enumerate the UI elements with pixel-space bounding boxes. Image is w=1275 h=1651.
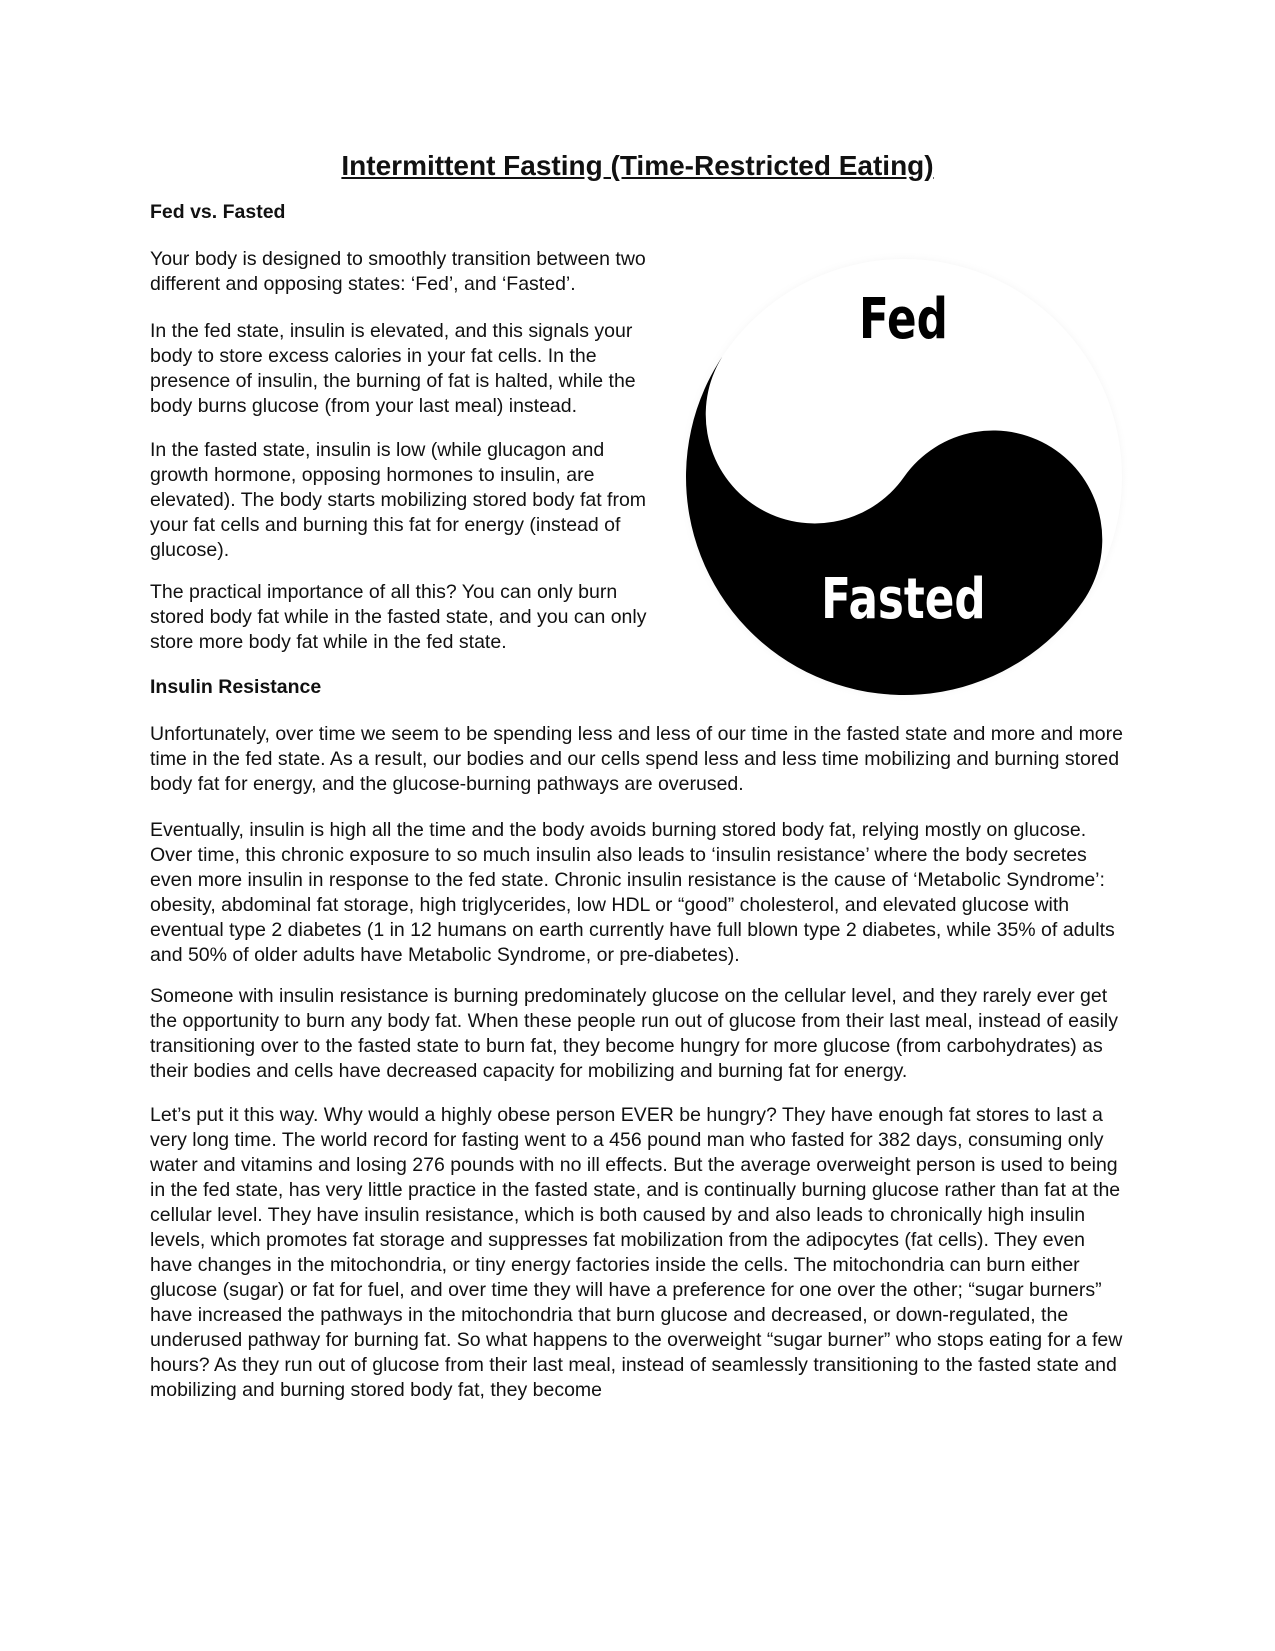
section-heading-insulin-resistance: Insulin Resistance	[150, 676, 322, 698]
fed-label: Fed	[858, 285, 948, 352]
page-title: Intermittent Fasting (Time-Restricted Eating)	[341, 150, 934, 181]
yin-yang-figure	[678, 248, 1130, 708]
paragraph-fasted-state: In the fasted state, insulin is low (while glucagon and growth hormone, opposing hormones to insulin, are elevated). The body starts mobilizing stored body fat from your fat cells and burning this fat for energy (instead of glucose).	[150, 439, 647, 561]
paragraph-fed-state: In the fed state, insulin is elevated, and this signals your body to store excess calories in your fat cells. In the presence of insulin, the burning of fat is halted, while the body burns glucose (from your last meal) instead.	[150, 320, 636, 417]
paragraph-lets-put-it: Let’s put it this way. Why would a highly obese person EVER be hungry? They have enough fat stores to last a very long time. The world record for fasting went to a 456 pound man who fasted for 382 days, consuming only water and vitamins and losing 276 pounds with no ill effects. But the average overweight person is used to being in the fed state, has very little practice in the fasted state, and is continually burning glucose rather than fat at the cellular level. They have insulin resistance, which is both caused by and also leads to chronically high insulin levels, which promotes fat storage and suppresses fat mobilization from the adipocytes (fat cells). They even have changes in the mitochondria, or tiny energy factories inside the cells. The mitochondria can burn either glucose (sugar) or fat for fuel, and over time they will have a preference for one over the other; “sugar burners” have increased the pathways in the mitochondria that burn glucose and decreased, or down-regulated, the underused pathway for burning fat. So what happens to the overweight “sugar burner” who stops eating for a few hours? As they run out of glucose from their last meal, instead of seamlessly transitioning to the fasted state and mobilizing and burning stored body fat, they become	[150, 1104, 1123, 1401]
paragraph-intro: Your body is designed to smoothly transition between two different and opposing states: ‘Fed’, and ‘Fasted’.	[150, 248, 646, 295]
paragraph-someone: Someone with insulin resistance is burning predominately glucose on the cellular level, and they rarely ever get the opportunity to burn any body fat. When these people run out of glucose from their last meal, instead of easily transitioning over to the fasted state to burn fat, they become hungry for more glucose (from carbohydrates) as their bodies and cells have decreased capacity for mobilizing and burning fat for energy.	[150, 985, 1118, 1082]
yin-yang-icon	[678, 248, 1130, 708]
paragraph-eventually: Eventually, insulin is high all the time and the body avoids burning stored body fat, relying mostly on glucose. Over time, this chronic exposure to so much insulin also leads to ‘insulin resistance’ where the body secretes even more insulin in response to the fed state. Chronic insulin resistance is the cause of ‘Metabolic Syndrome’: obesity, abdominal fat storage, high triglycerides, low HDL or “good” cholesterol, and elevated glucose with eventual type 2 diabetes (1 in 12 humans on earth currently have full blown type 2 diabetes, while 35% of adults and 50% of older adults have Metabolic Syndrome, or pre-diabetes).	[150, 819, 1115, 966]
section-heading-fed-vs-fasted: Fed vs. Fasted	[150, 201, 286, 223]
paragraph-overtime: Unfortunately, over time we seem to be spending less and less of our time in the fasted state and more and more time in the fed state. As a result, our bodies and our cells spend less and less time mobilizing and burning stored body fat for energy, and the glucose-burning pathways are overused.	[150, 723, 1123, 795]
fasted-label: Fasted	[821, 565, 986, 632]
paragraph-practical-importance: The practical importance of all this? You can only burn stored body fat while in the fasted state, and you can only store more body fat while in the fed state.	[150, 581, 647, 653]
